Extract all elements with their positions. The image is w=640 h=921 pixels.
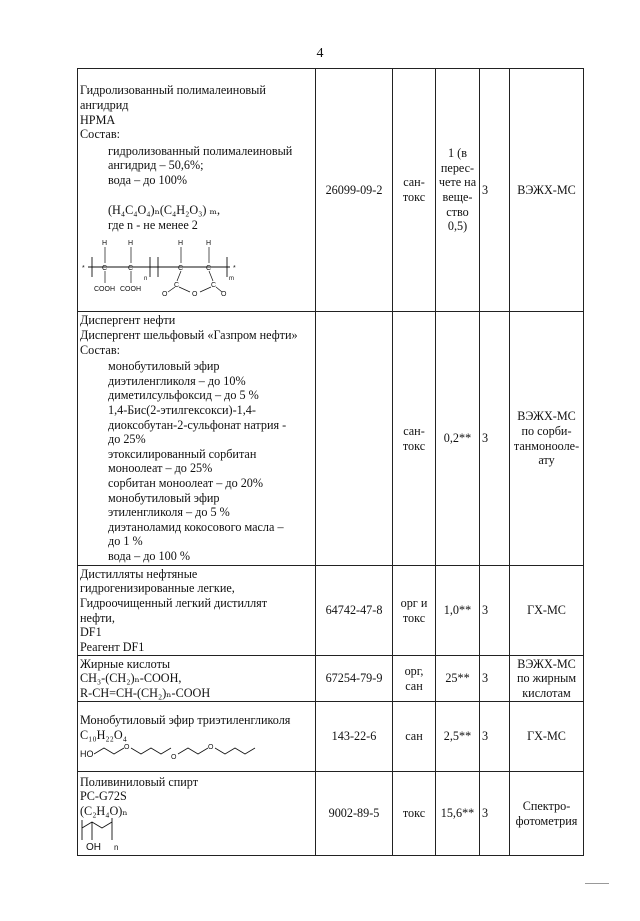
composition-line: монобутиловый эфир xyxy=(108,359,220,374)
composition-line: 1,4-Бис(2-этилгексокси)-1,4- xyxy=(108,403,256,418)
substance-table xyxy=(77,68,584,856)
limit-value xyxy=(436,566,480,656)
composition-line: диметилсульфоксид – до 5 % xyxy=(108,388,259,403)
substance-name-line: Монобутиловый эфир триэтиленгликоля xyxy=(80,712,291,727)
chemical-formula: R-CH=CH-(CH₂)ₙ-COOH xyxy=(80,685,211,700)
table-row xyxy=(78,566,584,656)
carbon-label: C xyxy=(102,264,108,272)
table-row xyxy=(78,702,584,772)
method-text: Спектро- фотометрия xyxy=(515,798,578,828)
carbon-label: C xyxy=(128,264,134,272)
analysis-method xyxy=(510,702,584,772)
limit-value xyxy=(436,312,480,566)
substance-name-line: Диспергент нефти xyxy=(80,313,176,328)
chemical-formula: (C₂H₄O)ₙ xyxy=(80,803,128,818)
hazard-text: орг, сан xyxy=(404,663,424,693)
limit-text: 1 (в перес- чете на веще- ство 0,5) xyxy=(438,146,477,234)
hazard-class: 3 xyxy=(480,69,510,312)
substance-name-line: Диспергент шельфовый «Газпром нефти» xyxy=(80,328,298,343)
composition-line: монобутиловый эфир xyxy=(108,490,220,505)
page-number: 4 xyxy=(316,46,324,61)
formula-note: где n - не менее 2 xyxy=(108,218,198,233)
oxygen-label: O xyxy=(124,744,130,752)
oxygen-label: O xyxy=(162,290,168,297)
hazard-text: орг и токс xyxy=(400,595,428,625)
table-row xyxy=(78,312,584,566)
analysis-method xyxy=(510,656,584,702)
method-text: ГХ-МС xyxy=(527,603,566,618)
table-row xyxy=(78,772,584,856)
hazard-class: 3 xyxy=(480,656,510,702)
limit-value xyxy=(436,69,480,312)
analysis-method xyxy=(510,772,584,856)
composition-line: диэтиленгликоля – до 10% xyxy=(108,373,246,388)
cas-number: 64742-47-8 xyxy=(316,566,393,656)
hpma-structure-diagram xyxy=(80,237,240,297)
table-row xyxy=(78,656,584,702)
composition-line: до 1 % xyxy=(108,534,143,549)
composition-list xyxy=(80,359,313,563)
end-mark: * xyxy=(233,264,236,272)
hazard-text: токс xyxy=(402,806,426,821)
hazard-class: 3 xyxy=(480,312,510,566)
hazard-indicator xyxy=(393,772,436,856)
hazard-class: 3 xyxy=(480,702,510,772)
limit-text: 25** xyxy=(445,671,470,686)
cas-number: 67254-79-9 xyxy=(316,656,393,702)
composition-line: вода – до 100 % xyxy=(108,548,191,563)
hydroxyl-label: HO xyxy=(80,749,94,760)
composition-line: вода – до 100% xyxy=(108,172,187,187)
oxygen-label: O xyxy=(208,744,214,752)
composition-line: диоксобутан-2-сульфонат натрия - xyxy=(108,417,287,432)
substance-name-line: Реагент DF1 xyxy=(80,639,145,654)
limit-text: 1,0** xyxy=(443,603,472,618)
ether-structure-diagram xyxy=(80,742,270,760)
cas-number: 143-22-6 xyxy=(316,702,393,772)
substance-name-line: Гидроочищенный легкий дистиллят xyxy=(80,595,268,610)
cas-number xyxy=(316,312,393,566)
substance-description xyxy=(78,772,316,856)
carbon-label: C xyxy=(206,264,212,272)
limit-text: 2,5** xyxy=(443,729,472,744)
substance-code: DF1 xyxy=(80,625,102,640)
hazard-text: сан- токс xyxy=(402,175,426,204)
hazard-text: сан- токс xyxy=(402,423,426,453)
hazard-indicator xyxy=(393,566,436,656)
carbon-label: C xyxy=(178,264,184,272)
end-mark: * xyxy=(82,264,85,272)
hydrogen-label: H xyxy=(178,239,184,247)
hazard-class: 3 xyxy=(480,772,510,856)
scan-artifact xyxy=(585,883,609,884)
composition-line: моноолеат – до 25% xyxy=(108,461,213,476)
carbon-label: C xyxy=(174,281,180,289)
hydrogen-label: H xyxy=(128,239,134,247)
oxygen-label: O xyxy=(171,754,177,761)
hazard-class: 3 xyxy=(480,566,510,656)
substance-description xyxy=(78,656,316,702)
carboxyl-group-label: COOH xyxy=(120,285,141,293)
hydrogen-label: H xyxy=(206,239,212,247)
method-text: ГХ-МС xyxy=(527,729,566,744)
analysis-method xyxy=(510,69,584,312)
composition-line: ангидрид – 50,6%; xyxy=(108,158,204,173)
chemical-formula: (H₄C₄O₄)ₙ(C₄H₂O₃) ₘ, xyxy=(108,203,221,218)
substance-code: PC-G72S xyxy=(80,789,127,804)
hydrogen-label: H xyxy=(102,239,108,247)
composition-line: диэтаноламид кокосового масла – xyxy=(108,519,284,534)
subscript-n: n xyxy=(144,275,148,282)
pva-structure-diagram xyxy=(80,818,140,852)
composition-line: гидролизованный полималеиновый xyxy=(108,143,293,158)
substance-name-line: Гидролизованный полималеиновый xyxy=(80,83,266,98)
hydroxyl-label: OH xyxy=(86,842,101,853)
substance-description xyxy=(78,702,316,772)
composition-heading: Состав: xyxy=(80,342,120,357)
chemical-formula: CH₃-(CH₂)ₙ-COOH, xyxy=(80,671,182,686)
substance-name-line: Поливиниловый спирт xyxy=(80,774,199,789)
chemical-formula: C₁₀H₂₂O₄ xyxy=(80,727,127,742)
substance-description xyxy=(78,69,316,312)
hazard-indicator xyxy=(393,702,436,772)
substance-name-line: Жирные кислоты xyxy=(80,656,171,671)
substance-name-line: гидрогенизированные легкие, xyxy=(80,581,235,596)
substance-name-line: Дистилляты нефтяные xyxy=(80,566,198,581)
carbon-label: C xyxy=(211,281,217,289)
hazard-text: сан xyxy=(405,729,423,744)
subscript-m: m xyxy=(229,275,234,282)
composition-line: этиленгликоля – до 5 % xyxy=(108,505,230,520)
composition-line: сорбитан моноолеат – до 20% xyxy=(108,475,264,490)
composition-line: до 25% xyxy=(108,432,146,447)
table-row xyxy=(78,69,584,312)
analysis-method xyxy=(510,566,584,656)
limit-text: 15,6** xyxy=(440,806,475,821)
substance-description xyxy=(78,566,316,656)
analysis-method xyxy=(510,312,584,566)
hazard-indicator xyxy=(393,656,436,702)
limit-value xyxy=(436,702,480,772)
carboxyl-group-label: COOH xyxy=(94,285,115,293)
oxygen-label: O xyxy=(192,290,198,297)
method-text: ВЭЖХ-МС xyxy=(517,182,576,197)
composition-heading: Состав: xyxy=(80,127,120,142)
hazard-indicator xyxy=(393,69,436,312)
substance-name-line: ангидрид xyxy=(80,97,129,112)
composition-line: этоксилированный сорбитан xyxy=(108,446,257,461)
substance-code: HPMA xyxy=(80,112,116,127)
limit-value xyxy=(436,656,480,702)
hazard-indicator xyxy=(393,312,436,566)
limit-text: 0,2** xyxy=(443,431,472,446)
method-text: ВЭЖХ-МС по сорби- танмоноолe- ату xyxy=(513,409,580,468)
oxygen-label: O xyxy=(221,290,227,297)
cas-number: 9002-89-5 xyxy=(316,772,393,856)
cas-number: 26099-09-2 xyxy=(316,69,393,312)
limit-value xyxy=(436,772,480,856)
subscript-n: n xyxy=(114,843,119,853)
method-text: ВЭЖХ-МС по жирным кислотам xyxy=(516,656,577,700)
substance-description xyxy=(78,312,316,566)
substance-name-line: нефти, xyxy=(80,610,115,625)
